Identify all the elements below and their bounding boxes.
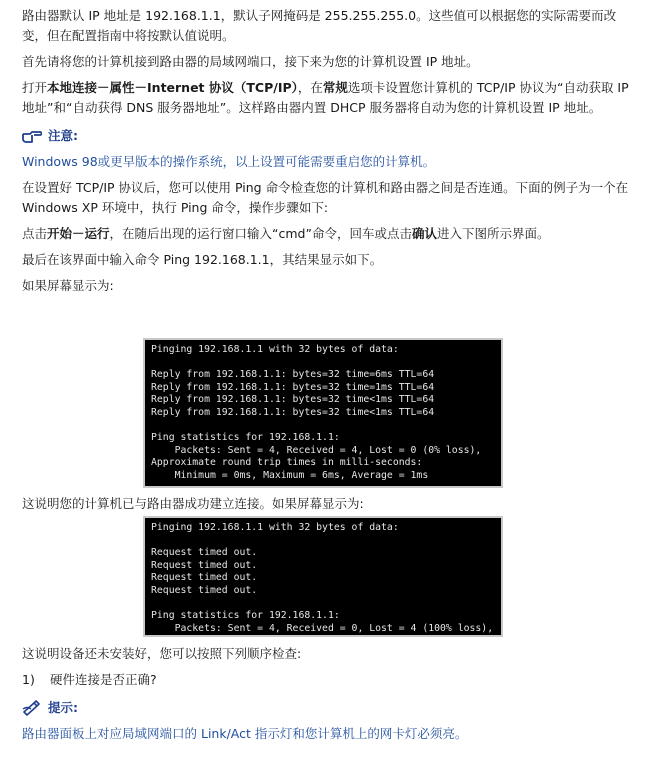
pointing-hand-icon: [22, 128, 42, 144]
tcpip-setting-text: 打开本地连接－属性－Internet 协议（TCP/IP），在常规选项卡设置您计算机的 TCP/IP 协议为“自动获取 IP 地址”和“自动获得 DNS 服务器地址”。这样路由器内置 DHCP 服务器将自动为您的计算机设置 IP 地址。: [22, 80, 629, 115]
troubleshoot-section: [22, 644, 634, 744]
note-heading: 注意:: [22, 126, 634, 146]
intro-paragraph: [22, 6, 634, 296]
tip-text: 路由器面板上对应局域网端口的 Link/Act 指示灯和您计算机上的网卡灯必须亮。: [22, 726, 468, 741]
ping-timeout-terminal: Pinging 192.168.1.1 with 32 bytes of data: Request timed out. Request timed out. Request timed out. Request timed out. Ping statistics for 192.168.1.1: Packets: Sent = 4, Received = 0, Lost = 4 (100% loss),: [143, 516, 503, 637]
tip-heading: 提示:: [22, 698, 634, 718]
success-explanation: 这说明您的计算机已与路由器成功建立连接。如果屏幕显示为:: [22, 496, 364, 511]
ping-success-terminal: Pinging 192.168.1.1 with 32 bytes of data: Reply from 192.168.1.1: bytes=32 time=6ms TTL=64 Reply from 192.168.1.1: bytes=32 time=1ms TTL=64 Reply from 192.168.1.1: bytes=32 time<1ms TTL=64 Reply from 192.168.1.1: bytes=32 time<1ms TTL=64 Ping statistics for 192.168.1.1: Packets: Sent = 4, Received = 4, Lost = 0 (0% loss), Approximate round trip times in milli-seconds: Minimum = 0ms, Maximum = 6ms, Average = 1ms: [143, 338, 503, 488]
ping-intro: 在设置好 TCP/IP 协议后，您可以使用 Ping 命令检查您的计算机和路由器之间是否连通。下面的例子为一个在 Windows XP 环境中，执行 Ping 命令，操作步骤如下:: [22, 180, 629, 215]
ping-command-text: 最后在该界面中输入命令 Ping 192.168.1.1，其结果显示如下。: [22, 252, 383, 267]
pencil-hand-icon: [22, 700, 42, 716]
default-ip-text: 路由器默认 IP 地址是 192.168.1.1，默认子网掩码是 255.255.255.0。这些值可以根据您的实际需要而改变，但在配置指南中将按默认值说明。: [22, 8, 617, 43]
connect-instruction: 首先请将您的计算机接到路由器的局域网端口，接下来为您的计算机设置 IP 地址。: [22, 54, 479, 69]
screen-shows-label: 如果屏幕显示为:: [22, 278, 114, 293]
check-list-item: 1) 硬件连接是否正确?: [22, 672, 157, 687]
note-text: Windows 98或更早版本的操作系统，以上设置可能需要重启您的计算机。: [22, 154, 436, 169]
run-cmd-text: 点击开始－运行，在随后出现的运行窗口输入“cmd”命令，回车或点击确认进入下图所示界面。: [22, 226, 550, 241]
not-installed-text: 这说明设备还未安装好，您可以按照下列顺序检查:: [22, 646, 302, 661]
